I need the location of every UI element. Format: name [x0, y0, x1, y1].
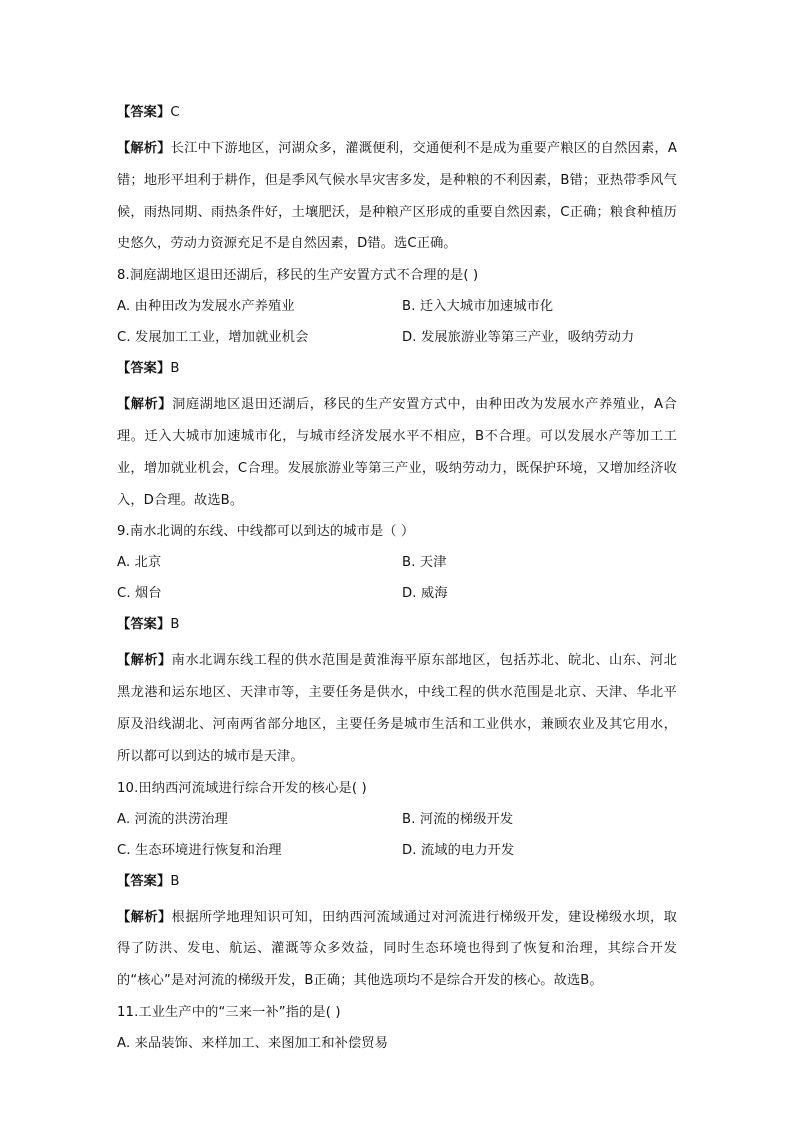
- q11-option-a: A. 来品装饰、来样加工、来图加工和补偿贸易: [117, 1035, 389, 1051]
- q10-options: [117, 809, 677, 862]
- q9-analysis: [117, 645, 677, 772]
- analysis-text: 根据所学地理知识可知，田纳西河流域通过对河流进行梯级开发，建设梯级水坝，取得了防洪、发电、航运、灌溉等众多效益，同时生态环境也得到了恢复和治理，其综合开发的“核心”是对河流的梯级开发，B正确；其他选项均不是综合开发的核心。故选B。: [117, 909, 677, 989]
- q8-option-c: C. 发展加工工业，增加就业机会: [117, 330, 309, 346]
- q9-options: [117, 552, 677, 605]
- q10-question: 10.田纳西河流域进行综合开发的核心是( ): [117, 780, 367, 796]
- q10-option-d: D. 流域的电力开发: [402, 842, 515, 858]
- answer-value: B: [170, 617, 180, 633]
- answer-value: C: [170, 105, 180, 120]
- q9-option-a: A. 北京: [117, 555, 162, 571]
- q8-option-a: A. 由种田改为发展水产养殖业: [117, 299, 295, 315]
- q7-answer: [117, 102, 677, 124]
- analysis-label: 【解析】: [117, 141, 171, 156]
- q10-option-c: C. 生态环境进行恢复和治理: [117, 842, 282, 858]
- q10-option-a: A. 河流的洪涝治理: [117, 811, 228, 827]
- q9-option-b: B. 天津: [402, 555, 447, 571]
- answer-label: 【答案】: [117, 105, 171, 120]
- q10-answer: [117, 871, 677, 893]
- q8-analysis: [117, 389, 677, 516]
- answer-label: 【答案】: [117, 617, 171, 633]
- analysis-text: 洞庭湖地区退田还湖后，移民的生产安置方式中，由种田改为发展水产养殖业，A合理。迁入大城市加速城市化，与城市经济发展水平不相应，B不合理。可以发展水产等加工工业，增加就业机会，C合理。发展旅游业等第三产业，吸纳劳动力，既保护环境，又增加经济收入，D合理。故选B。: [117, 397, 677, 508]
- q7-analysis: [117, 133, 677, 260]
- answer-value: B: [170, 873, 180, 889]
- analysis-label: 【解析】: [117, 909, 172, 925]
- q9-option-c: C. 烟台: [117, 586, 162, 602]
- q8-option-b: B. 迁入大城市加速城市化: [402, 299, 554, 315]
- q10-analysis: [117, 902, 677, 997]
- page-content: [117, 102, 677, 1055]
- q8-option-d: D. 发展旅游业等第三产业，吸纳劳动力: [402, 330, 635, 346]
- q9-question: 9.南水北调的东线、中线都可以到达的城市是（ ）: [117, 524, 415, 540]
- q8-question: 8.洞庭湖地区退田还湖后，移民的生产安置方式不合理的是( ): [117, 268, 479, 284]
- analysis-text: 南水北调东线工程的供水范围是黄淮海平原东部地区，包括苏北、皖北、山东、河北黑龙港和运东地区、天津市等，主要任务是供水，中线工程的供水范围是北京、天津、华北平原及沿线湖北、河南两省部分地区，主要任务是城市生活和工业供水，兼顾农业及其它用水，所以都可以到达的城市是天津。: [117, 653, 677, 764]
- q9-option-d: D. 威海: [402, 586, 448, 602]
- q10-option-b: B. 河流的梯级开发: [402, 811, 514, 827]
- answer-label: 【答案】: [117, 361, 171, 377]
- analysis-label: 【解析】: [117, 397, 173, 413]
- q9-answer: [117, 614, 677, 636]
- answer-label: 【答案】: [117, 873, 171, 889]
- answer-value: B: [170, 361, 180, 377]
- analysis-label: 【解析】: [117, 653, 172, 669]
- q8-options: [117, 296, 677, 349]
- q8-answer: [117, 358, 677, 380]
- q11-question: 11.工业生产中的“三来一补”指的是( ): [117, 1004, 341, 1020]
- analysis-text: 长江中下游地区，河湖众多，灌溉便利，交通便利不是成为重要产粮区的自然因素，A错；地形平坦利于耕作，但是季风气候水旱灾害多发，是种粮的不利因素，B错；亚热带季风气候，雨热同期、雨热条件好，土壤肥沃，是种粮产区形成的重要自然因素，C正确；粮食种植历史悠久，劳动力资源充足不是自然因素，D错。选C正确。: [117, 141, 678, 252]
